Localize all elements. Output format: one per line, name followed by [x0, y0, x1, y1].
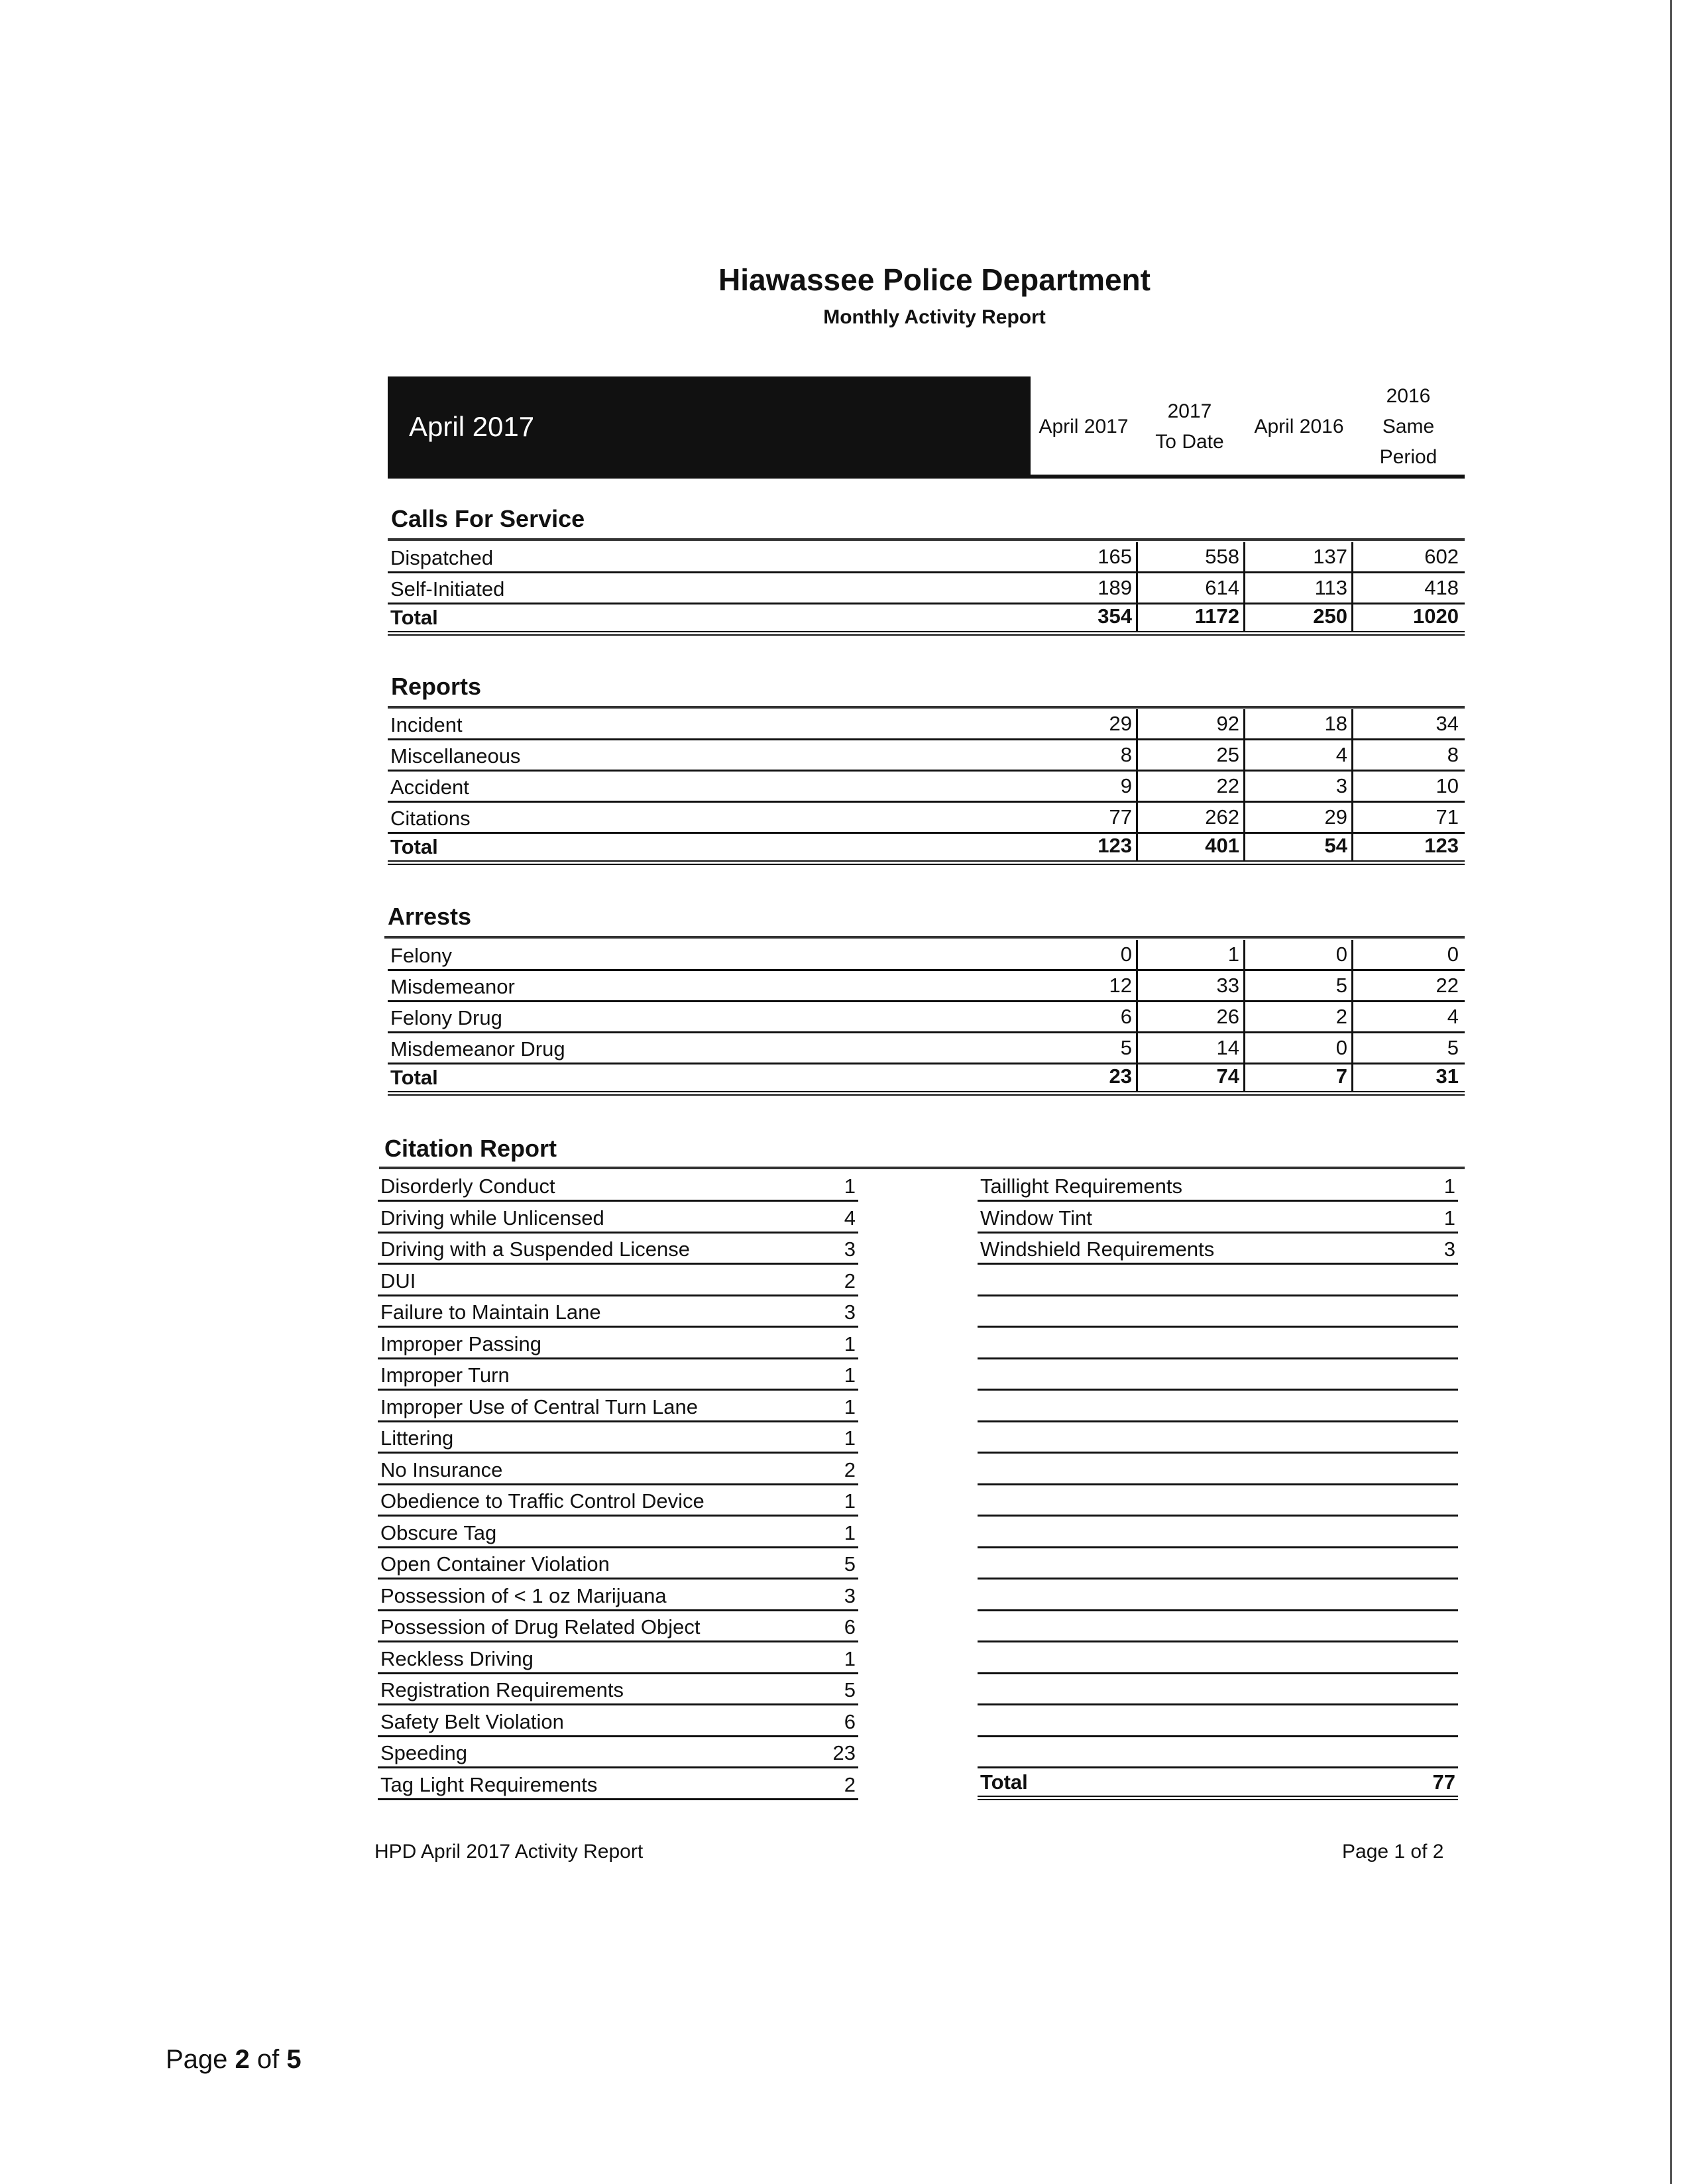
- table-row: [388, 1002, 1465, 1033]
- citation-row: [378, 1548, 858, 1580]
- citation-label: Windshield Requirements: [980, 1237, 1215, 1261]
- row-label: Total: [390, 1066, 438, 1089]
- value-cell: 4: [1447, 1005, 1459, 1028]
- citation-label: Improper Turn: [380, 1363, 510, 1387]
- period-label: April 2017: [409, 411, 535, 442]
- citation-row-blank: [978, 1265, 1458, 1296]
- citation-row: [378, 1202, 858, 1234]
- section-rule: [388, 538, 1465, 541]
- citation-row: [378, 1454, 858, 1485]
- citation-count: 5: [844, 1552, 856, 1576]
- citation-row-blank: [978, 1359, 1458, 1391]
- table-row: [388, 772, 1465, 803]
- row-label: Felony Drug: [390, 1006, 502, 1029]
- citation-count: 2: [844, 1269, 856, 1293]
- value-cell: 26: [1138, 1002, 1245, 1031]
- citation-row-blank: [978, 1548, 1458, 1580]
- citation-total-count: 77: [1432, 1770, 1455, 1794]
- value-cell: 8: [1447, 743, 1459, 766]
- value-cell: 0: [1246, 1033, 1353, 1063]
- value-cell: 1020: [1413, 604, 1459, 628]
- citation-row: [378, 1391, 858, 1422]
- citation-row-blank: [978, 1674, 1458, 1705]
- value-cell: 250: [1246, 602, 1353, 631]
- value-cell: 25: [1138, 740, 1245, 770]
- value-cell: 33: [1138, 971, 1245, 1000]
- value-cell: 29: [1031, 709, 1138, 738]
- table-row: [388, 740, 1465, 772]
- citation-label: Obscure Tag: [380, 1521, 497, 1544]
- value-cell: 3: [1246, 772, 1353, 801]
- table-row: [388, 971, 1465, 1002]
- citation-row: [378, 1580, 858, 1611]
- table-row: [388, 573, 1465, 604]
- citation-row: [378, 1422, 858, 1454]
- citation-row: [978, 1202, 1458, 1234]
- citation-label: Disorderly Conduct: [380, 1175, 555, 1198]
- value-cell: 14: [1138, 1033, 1245, 1063]
- row-label: Dispatched: [390, 546, 494, 569]
- value-cell: 123: [1424, 834, 1459, 857]
- value-cell: 5: [1031, 1033, 1138, 1063]
- citation-label: Reckless Driving: [380, 1646, 534, 1670]
- table-row: [388, 1033, 1465, 1064]
- footer-page-of: Page 1 of 2: [1342, 1841, 1444, 1863]
- total-row: [388, 604, 1465, 636]
- citation-row-blank: [978, 1737, 1458, 1768]
- value-cell: 113: [1246, 573, 1353, 603]
- section-title-arrests: Arrests: [388, 903, 472, 930]
- page-subtitle: Monthly Activity Report: [823, 306, 1046, 328]
- citation-total-row: [978, 1769, 1458, 1800]
- row-label: Felony: [390, 944, 453, 967]
- value-cell: 354: [1031, 602, 1138, 631]
- value-cell: 23: [1031, 1062, 1138, 1091]
- value-cell: 4: [1246, 740, 1353, 770]
- citation-count: 3: [844, 1237, 856, 1261]
- citation-count: 1: [844, 1395, 856, 1418]
- citation-row: [378, 1769, 858, 1800]
- row-label: Total: [390, 835, 438, 858]
- value-cell: 18: [1246, 709, 1353, 738]
- citation-row: [378, 1171, 858, 1202]
- value-cell: 0: [1246, 940, 1353, 969]
- row-label: Misdemeanor: [390, 975, 515, 998]
- citation-label: Driving with a Suspended License: [380, 1237, 690, 1261]
- value-cell: 29: [1246, 803, 1353, 832]
- citation-count: 3: [1443, 1237, 1455, 1261]
- citation-label: No Insurance: [380, 1458, 503, 1481]
- value-cell: 558: [1138, 542, 1245, 571]
- citation-label: Speeding: [380, 1741, 468, 1764]
- table-row: [388, 940, 1465, 971]
- value-cell: 12: [1031, 971, 1138, 1000]
- page-counter: Page 2 of 5: [166, 2045, 302, 2074]
- value-cell: 34: [1436, 712, 1459, 735]
- citation-row: [378, 1643, 858, 1674]
- value-cell: 92: [1138, 709, 1245, 738]
- value-cell: 123: [1031, 831, 1138, 860]
- citation-row-blank: [978, 1643, 1458, 1674]
- total-row: [388, 834, 1465, 865]
- citation-count: 1: [844, 1363, 856, 1387]
- value-cell: 7: [1246, 1062, 1353, 1091]
- value-cell: 31: [1436, 1064, 1459, 1088]
- citation-row: [978, 1171, 1458, 1202]
- citation-row-blank: [978, 1391, 1458, 1422]
- value-cell: 77: [1031, 803, 1138, 832]
- citation-count: 4: [844, 1206, 856, 1230]
- citation-row-blank: [978, 1296, 1458, 1328]
- value-cell: 189: [1031, 573, 1138, 603]
- section-title-calls-for-service: Calls For Service: [391, 505, 585, 532]
- value-cell: 137: [1246, 542, 1353, 571]
- citation-row-blank: [978, 1454, 1458, 1485]
- row-label: Total: [390, 606, 438, 629]
- citation-row-blank: [978, 1422, 1458, 1454]
- citation-label: Safety Belt Violation: [380, 1709, 564, 1733]
- section-title-citation-report: Citation Report: [384, 1135, 557, 1162]
- citation-label: Window Tint: [980, 1206, 1092, 1230]
- citation-row: [378, 1737, 858, 1768]
- citation-count: 1: [844, 1332, 856, 1355]
- citation-total-label: Total: [980, 1770, 1028, 1794]
- col-header-2017-to-date: 2017 To Date: [1155, 400, 1224, 453]
- citation-count: 1: [844, 1521, 856, 1544]
- footer-report-name: HPD April 2017 Activity Report: [374, 1841, 644, 1863]
- value-cell: 22: [1436, 974, 1459, 997]
- citation-count: 1: [844, 1426, 856, 1450]
- section-rule: [379, 1167, 1465, 1169]
- citation-label: Possession of < 1 oz Marijuana: [380, 1583, 667, 1607]
- citation-row: [378, 1517, 858, 1548]
- table-row: [388, 803, 1465, 834]
- citation-count: 3: [844, 1300, 856, 1324]
- row-label: Accident: [390, 776, 469, 799]
- citation-label: DUI: [380, 1269, 416, 1293]
- citation-row: [378, 1265, 858, 1296]
- citation-count: 5: [844, 1678, 856, 1701]
- citation-label: Driving while Unlicensed: [380, 1206, 604, 1230]
- value-cell: 1: [1138, 940, 1245, 969]
- citation-row: [378, 1359, 858, 1391]
- header-rule: [388, 475, 1465, 479]
- citation-row: [378, 1611, 858, 1642]
- period-banner: [388, 376, 1031, 477]
- citation-count: 6: [844, 1615, 856, 1638]
- citation-count: 6: [844, 1709, 856, 1733]
- citation-row: [378, 1674, 858, 1705]
- citation-row-blank: [978, 1328, 1458, 1359]
- citation-row: [378, 1328, 858, 1359]
- citation-row: [378, 1485, 858, 1517]
- row-label: Citations: [390, 807, 471, 830]
- section-title-reports: Reports: [391, 673, 482, 700]
- value-cell: 2: [1246, 1002, 1353, 1031]
- value-cell: 5: [1246, 971, 1353, 1000]
- citation-row-blank: [978, 1580, 1458, 1611]
- citation-label: Failure to Maintain Lane: [380, 1300, 601, 1324]
- citation-count: 1: [1443, 1206, 1455, 1230]
- citation-row: [378, 1706, 858, 1737]
- value-cell: 401: [1138, 831, 1245, 860]
- value-cell: 74: [1138, 1062, 1245, 1091]
- value-cell: 10: [1436, 774, 1459, 797]
- row-label: Misdemeanor Drug: [390, 1037, 565, 1061]
- value-cell: 602: [1424, 545, 1459, 568]
- table-row: [388, 709, 1465, 740]
- citation-count: 1: [844, 1489, 856, 1513]
- col-header-april-2016: April 2016: [1254, 416, 1344, 437]
- value-cell: 22: [1138, 772, 1245, 801]
- row-label: Self-Initiated: [390, 577, 505, 601]
- citation-count: 1: [1443, 1175, 1455, 1198]
- citation-label: Registration Requirements: [380, 1678, 624, 1701]
- citation-label: Possession of Drug Related Object: [380, 1615, 701, 1638]
- citation-count: 23: [832, 1741, 856, 1764]
- value-cell: 6: [1031, 1002, 1138, 1031]
- citation-row: [378, 1296, 858, 1328]
- section-rule: [388, 706, 1465, 709]
- citation-label: Obedience to Traffic Control Device: [380, 1489, 704, 1513]
- citation-label: Tag Light Requirements: [380, 1772, 598, 1796]
- citation-label: Littering: [380, 1426, 454, 1450]
- page-title: Hiawassee Police Department: [718, 262, 1151, 297]
- section-rule: [384, 936, 1465, 939]
- citation-row: [378, 1234, 858, 1265]
- value-cell: 8: [1031, 740, 1138, 770]
- value-cell: 9: [1031, 772, 1138, 801]
- citation-label: Improper Use of Central Turn Lane: [380, 1395, 699, 1418]
- value-cell: 614: [1138, 573, 1245, 603]
- citation-row-blank: [978, 1485, 1458, 1517]
- citation-count: 1: [844, 1175, 856, 1198]
- citation-count: 2: [844, 1772, 856, 1796]
- value-cell: 71: [1436, 805, 1459, 829]
- citation-row-blank: [978, 1611, 1458, 1642]
- citation-label: Open Container Violation: [380, 1552, 610, 1576]
- col-header-april-2017: April 2017: [1039, 416, 1129, 437]
- row-label: Incident: [390, 713, 463, 736]
- citation-count: 2: [844, 1458, 856, 1481]
- row-label: Miscellaneous: [390, 744, 521, 768]
- citation-row-blank: [978, 1517, 1458, 1548]
- value-cell: 262: [1138, 803, 1245, 832]
- value-cell: 0: [1447, 943, 1459, 966]
- value-cell: 165: [1031, 542, 1138, 571]
- citation-count: 3: [844, 1583, 856, 1607]
- value-cell: 5: [1447, 1036, 1459, 1059]
- citation-row-blank: [978, 1706, 1458, 1737]
- value-cell: 418: [1424, 576, 1459, 599]
- scan-edge: [1670, 0, 1672, 2184]
- value-cell: 1172: [1138, 602, 1245, 631]
- total-row: [388, 1064, 1465, 1096]
- citation-label: Improper Passing: [380, 1332, 541, 1355]
- value-cell: 0: [1031, 940, 1138, 969]
- citation-count: 1: [844, 1646, 856, 1670]
- value-cell: 54: [1246, 831, 1353, 860]
- col-header-2016-same-period: 2016 Same Period: [1379, 385, 1437, 468]
- citation-label: Taillight Requirements: [980, 1175, 1182, 1198]
- citation-row: [978, 1234, 1458, 1265]
- table-row: [388, 542, 1465, 573]
